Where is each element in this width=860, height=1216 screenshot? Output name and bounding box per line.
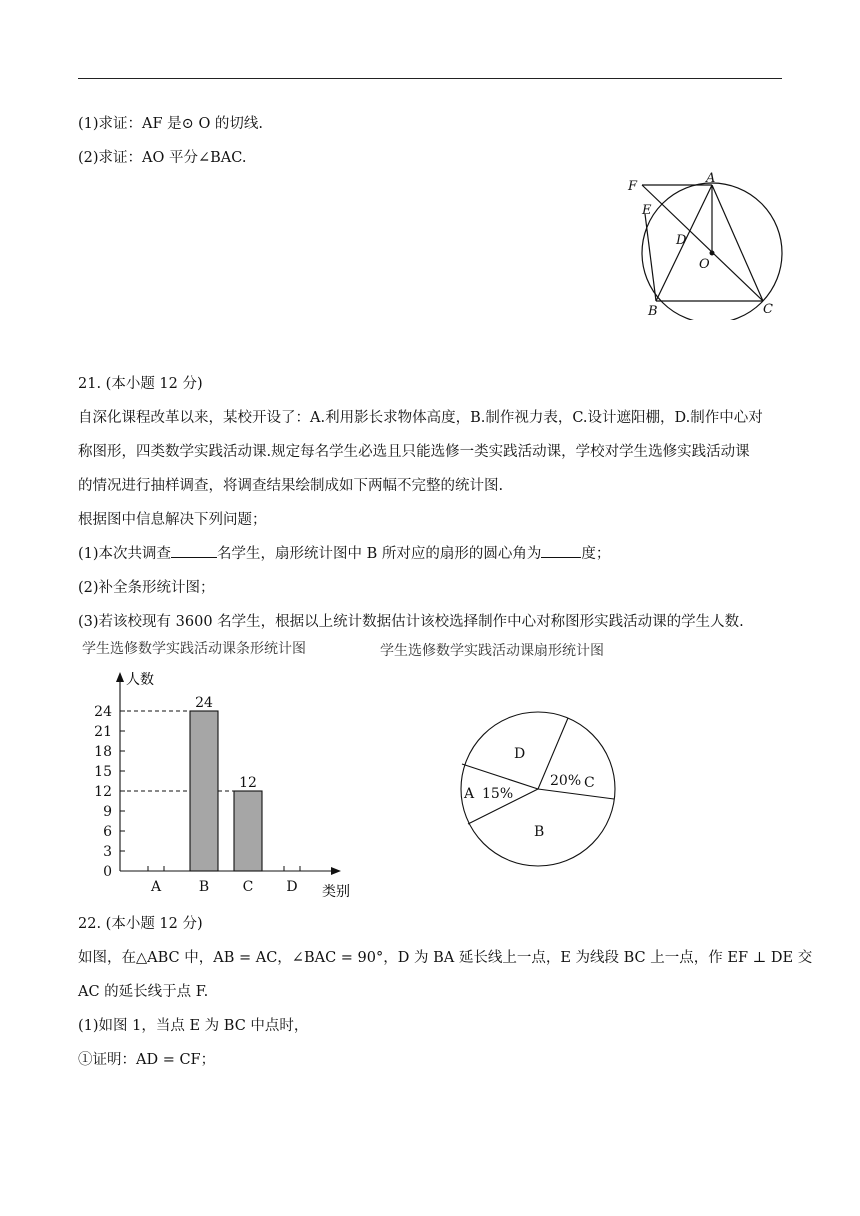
q21-part1 xyxy=(78,542,610,563)
q21-intro-3: 的情况进行抽样调查，将调查结果绘制成如下两幅不完整的统计图. xyxy=(78,478,504,494)
label-c: C xyxy=(763,302,773,317)
slice-label-c: C xyxy=(584,775,595,791)
q21-intro-1: 自深化课程改革以来，某校开设了：A.利用影长求物体高度，B.制作视力表，C.设计遮阳棚，D.制作中心对 xyxy=(78,410,763,426)
q22-intro-1: 如图，在△ABC 中，AB = AC，∠BAC = 90°，D 为 BA 延长线上一点，E 为线段 BC 上一点，作 EF ⊥ DE 交 xyxy=(78,950,813,966)
x-tick-label: B xyxy=(198,879,210,895)
y-tick-label: 3 xyxy=(103,844,112,860)
q21-part1-c: 度； xyxy=(581,546,611,562)
label-a: A xyxy=(706,171,716,186)
y-tick-label: 18 xyxy=(94,744,112,760)
x-axis-arrow xyxy=(331,867,341,875)
q21-intro-2: 称图形，四类数学实践活动课.规定每名学生必选且只能选修一类实践活动课，学校对学生选修实践活动课 xyxy=(78,444,750,460)
q21-part1-b: 名学生，扇形统计图中 B 所对应的扇形的圆心角为 xyxy=(217,546,542,562)
label-b: B xyxy=(648,304,658,319)
circle-geometry-figure xyxy=(620,170,790,320)
label-o: O xyxy=(699,257,710,272)
bar-chart-title: 学生选修数学实践活动课条形统计图 xyxy=(82,641,306,657)
q22-part1-i: ①证明：AD = CF； xyxy=(78,1052,216,1068)
q22-part1: (1)如图 1，当点 E 为 BC 中点时， xyxy=(78,1018,309,1034)
slice-label-b: B xyxy=(534,824,545,840)
pie-chart-title: 学生选修数学实践活动课扇形统计图 xyxy=(380,643,604,659)
y-tick-label: 6 xyxy=(103,824,112,840)
slice-label-d: D xyxy=(514,746,526,762)
center-o-point xyxy=(710,251,715,256)
bar-c xyxy=(234,791,262,871)
y-tick-label: 24 xyxy=(94,704,112,720)
y-tick-label: 15 xyxy=(94,764,112,780)
answer-blank-1[interactable] xyxy=(171,557,217,558)
q21-part3: (3)若该校现有 3600 名学生，根据以上统计数据估计该校选择制作中心对称图形实践活动课的学生人数. xyxy=(78,614,744,630)
segment-ebe xyxy=(645,214,656,301)
q22-heading: 22. (本小题 12 分) xyxy=(78,916,203,932)
q22-intro-2: AC 的延长线于点 F. xyxy=(78,984,209,1000)
header-rule xyxy=(78,78,782,79)
q20-part1: (1)求证：AF 是⊙ O 的切线. xyxy=(78,116,264,132)
slice-percent-c: 20% xyxy=(550,773,582,789)
q21-prompt: 根据图中信息解决下列问题； xyxy=(78,512,267,528)
segment-fc xyxy=(642,185,763,301)
x-axis-label: 类别 xyxy=(322,884,350,900)
x-tick-label: D xyxy=(286,879,298,895)
pie-chart xyxy=(446,700,626,880)
y-tick-label: 9 xyxy=(103,804,112,820)
y-axis-label: 人数 xyxy=(126,672,154,688)
label-d: D xyxy=(676,233,687,248)
answer-blank-2[interactable] xyxy=(541,557,581,558)
y-tick-label: 12 xyxy=(94,784,112,800)
slice-percent-a: 15% xyxy=(482,786,514,802)
bar-b xyxy=(190,711,218,871)
x-tick-label: C xyxy=(242,879,254,895)
slice-border-c-b xyxy=(538,789,614,799)
q20-part2: (2)求证：AO 平分∠BAC. xyxy=(78,150,247,166)
bar-data-label: 24 xyxy=(195,695,213,711)
q21-heading: 21. (本小题 12 分) xyxy=(78,376,203,392)
label-e: E xyxy=(642,203,652,218)
bar-data-label: 12 xyxy=(239,775,257,791)
y-tick-label: 21 xyxy=(94,724,112,740)
bar-chart xyxy=(76,664,376,904)
y-tick-label: 0 xyxy=(103,864,112,880)
segment-ac xyxy=(712,185,763,301)
q21-part1-a: (1)本次共调查 xyxy=(78,546,172,562)
y-axis-arrow xyxy=(116,672,124,682)
slice-label-a: A xyxy=(464,786,475,802)
q21-part2: (2)补全条形统计图； xyxy=(78,580,215,596)
x-tick-label: A xyxy=(150,879,162,895)
label-f: F xyxy=(628,179,638,194)
